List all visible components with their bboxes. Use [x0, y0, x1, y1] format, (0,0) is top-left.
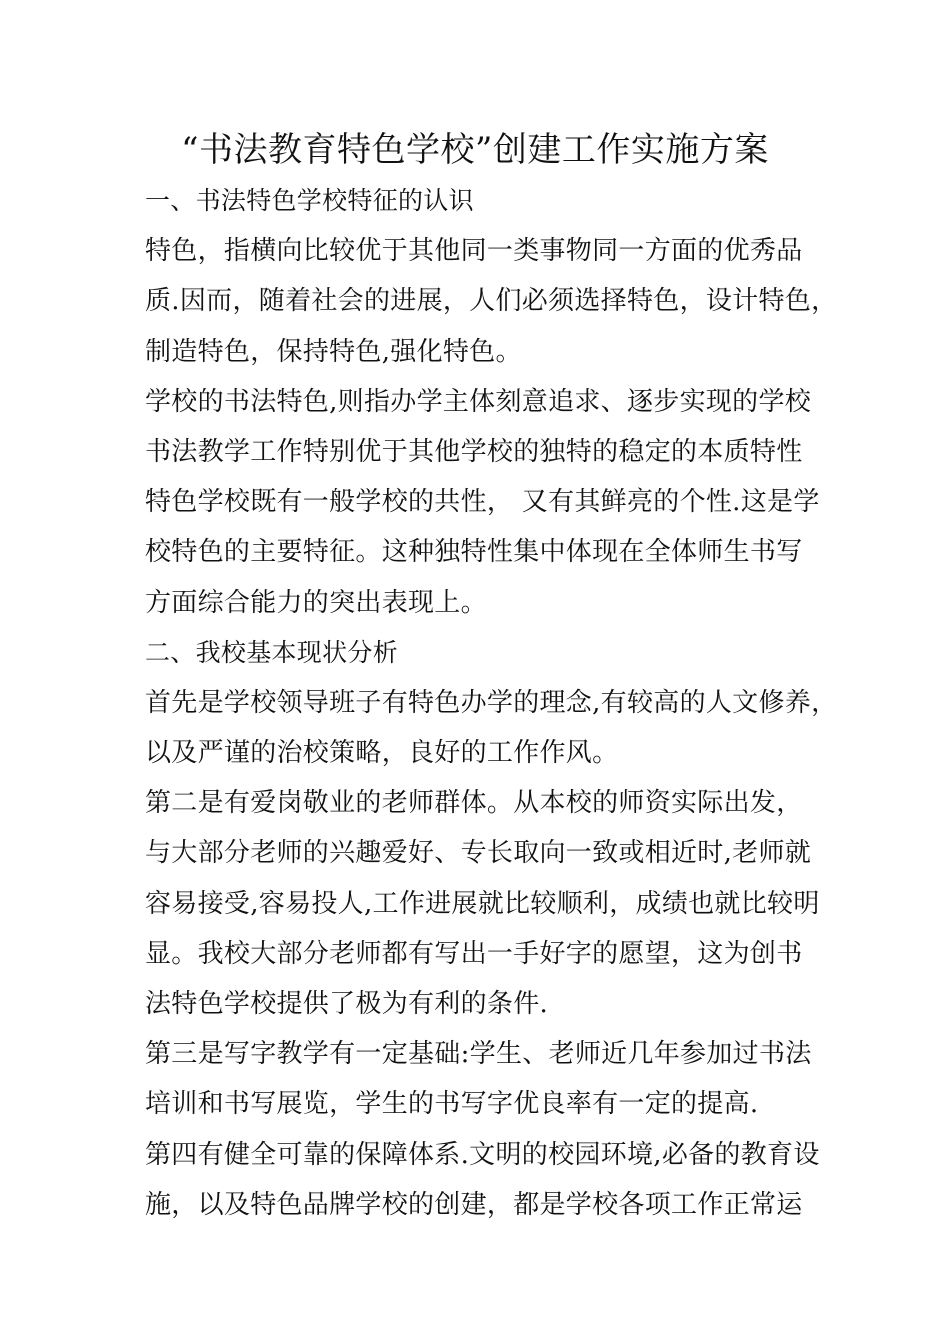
text-line: 与大部分老师的兴趣爱好、专长取向一致或相近时,老师就 [145, 838, 812, 869]
text-line: 第三是写字教学有一定基础:学生、老师近几年参加过书法 [145, 1039, 812, 1070]
text-line: 以及严谨的治校策略，良好的工作作风。 [145, 738, 619, 769]
section-heading-2: 二、我校基本现状分析 [145, 637, 399, 667]
text-line: 显。我校大部分老师都有写出一手好字的愿望，这为创书 [145, 938, 803, 969]
text-line: 施，以及特色品牌学校的创建，都是学校各项工作正常运 [145, 1189, 803, 1220]
text-line: 特色，指横向比较优于其他同一类事物同一方面的优秀品 [145, 236, 803, 267]
text-line: 首先是学校领导班子有特色办学的理念,有较高的人文修养， [145, 687, 838, 718]
text-line: 校特色的主要特征。这种独特性集中体现在全体师生书写 [145, 537, 803, 568]
document-title: “书法教育特色学校”创建工作实施方案 [181, 130, 769, 170]
text-line: 第二是有爱岗敬业的老师群体。从本校的师资实际出发， [145, 788, 803, 819]
text-line: 容易接受,容易投人,工作进展就比较顺利，成绩也就比较明 [145, 888, 820, 919]
text-line: 制造特色，保持特色,强化特色。 [145, 336, 522, 367]
text-line: 第四有健全可靠的保障体系.文明的校园环境,必备的教育设 [145, 1139, 820, 1170]
text-line: 方面综合能力的突出表现上。 [145, 587, 487, 618]
text-line: 学校的书法特色,则指办学主体刻意追求、逐步实现的学校 [145, 386, 812, 417]
text-line: 法特色学校提供了极为有利的条件. [145, 989, 549, 1019]
text-line: 培训和书写展览，学生的书写字优良率有一定的提高. [145, 1089, 759, 1120]
section-heading-1: 一、书法特色学校特征的认识 [145, 186, 474, 215]
text-line: 书法教学工作特别优于其他学校的独特的稳定的本质特性 [145, 436, 803, 467]
text-line: 质.因而，随着社会的进展，人们必须选择特色，设计特色， [145, 286, 838, 317]
text-line: 特色学校既有一般学校的共性， 又有其鲜亮的个性.这是学 [145, 487, 820, 518]
document-body [145, 176, 838, 1230]
